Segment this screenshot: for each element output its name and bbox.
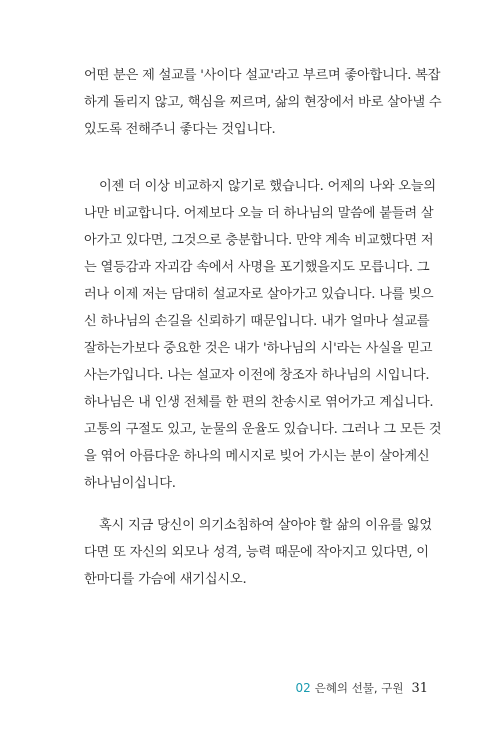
text-line: 아가고 있다면, 그것으로 충분합니다. 만약 계속 비교했다면 저 (84, 233, 434, 248)
text-line: 혹시 지금 당신이 의기소침하여 살아야 할 삶의 이유를 잃었 (99, 518, 432, 533)
text-line: 사는가입니다. 나는 설교자 이전에 창조자 하나님의 시입니다. (84, 368, 430, 383)
text-line: 어떤 분은 제 설교를 '사이다 설교'라고 부르며 좋아합니다. 복잡 (84, 68, 441, 83)
page-number: 31 (411, 681, 428, 696)
text-line: 한마디를 가슴에 새기십시오. (84, 572, 247, 587)
text-line: 신 하나님의 손길을 신뢰하기 때문입니다. 내가 얼마나 설교를 (84, 314, 430, 329)
text-line: 는 열등감과 자괴감 속에서 사명을 포기했을지도 모릅니다. 그 (84, 260, 430, 275)
text-line: 을 엮어 아름다운 하나의 메시지로 빚어 가시는 분이 살아계신 (84, 449, 430, 464)
chapter-number: 02 (295, 681, 311, 695)
text-line: 잘하는가보다 중요한 것은 내가 '하나님의 시'라는 사실을 믿고 (84, 341, 433, 356)
paragraph-2 (84, 173, 442, 497)
text-line: 있도록 전해주니 좋다는 것입니다. (84, 122, 276, 137)
chapter-title: 은혜의 선물, 구원 (314, 681, 404, 695)
text-line: 이젠 더 이상 비교하지 않기로 했습니다. 어제의 나와 오늘의 (99, 179, 436, 194)
page-footer (295, 680, 428, 697)
text-line: 러나 이제 저는 담대히 설교자로 살아가고 있습니다. 나를 빚으 (84, 287, 434, 302)
paragraph-1 (84, 62, 442, 143)
text-line: 나만 비교합니다. 어제보다 오늘 더 하나님의 말씀에 붙들려 살 (84, 206, 434, 221)
text-line: 다면 또 자신의 외모나 성격, 능력 때문에 작아지고 있다면, 이 (84, 545, 429, 560)
text-line: 고통의 구절도 있고, 눈물의 운율도 있습니다. 그러나 그 모든 것 (84, 422, 442, 437)
paragraph-3 (84, 512, 432, 593)
text-line: 하나님은 내 인생 전체를 한 편의 찬송시로 엮어가고 계십니다. (84, 395, 434, 410)
text-line: 하게 돌리지 않고, 핵심을 찌르며, 삶의 현장에서 바로 살아낼 수 (84, 95, 442, 110)
text-line: 하나님이십니다. (84, 476, 176, 491)
